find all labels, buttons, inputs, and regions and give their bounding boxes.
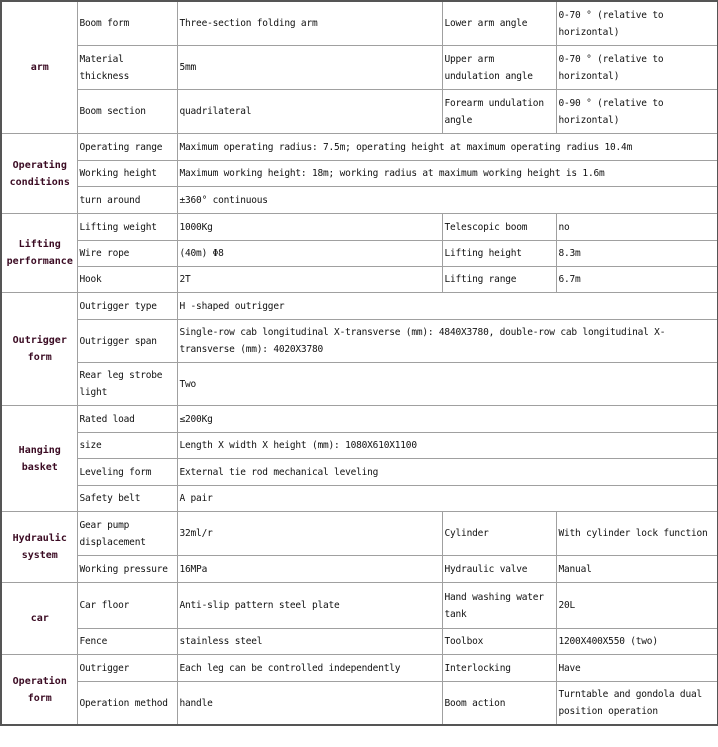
table-row <box>1 320 718 363</box>
table-row <box>1 629 718 655</box>
param-value: handle <box>177 682 442 726</box>
table-row <box>1 406 718 433</box>
table-row <box>1 46 718 90</box>
param-label: Hydraulic valve <box>442 556 556 583</box>
table-row <box>1 363 718 406</box>
param-label: Toolbox <box>442 629 556 655</box>
param-label: Boom section <box>77 90 177 134</box>
param-value: no <box>556 214 718 241</box>
param-value: H -shaped outrigger <box>177 293 718 320</box>
param-label: Car floor <box>77 583 177 629</box>
table-row <box>1 655 718 682</box>
param-label: Material thickness <box>77 46 177 90</box>
category-car: car <box>1 583 77 655</box>
table-row <box>1 214 718 241</box>
param-value: External tie rod mechanical leveling <box>177 459 718 486</box>
param-value: 1200X400X550 (two) <box>556 629 718 655</box>
param-value: stainless steel <box>177 629 442 655</box>
param-value: quadrilateral <box>177 90 442 134</box>
category-operating-conditions: Operating conditions <box>1 134 77 214</box>
param-value: Maximum operating radius: 7.5m; operating height at maximum operating radius 10.4m <box>177 134 718 161</box>
param-value: Maximum working height: 18m; working radius at maximum working height is 1.6m <box>177 161 718 187</box>
param-value: 6.7m <box>556 267 718 293</box>
param-label: Outrigger span <box>77 320 177 363</box>
param-label: Operation method <box>77 682 177 726</box>
category-hydraulic-system: Hydraulic system <box>1 512 77 583</box>
param-label: turn around <box>77 187 177 214</box>
param-label: Interlocking <box>442 655 556 682</box>
param-label: Lifting weight <box>77 214 177 241</box>
table-row <box>1 1 718 46</box>
param-value: A pair <box>177 486 718 512</box>
param-value: Length X width X height (mm): 1080X610X1100 <box>177 433 718 459</box>
category-arm: arm <box>1 1 77 134</box>
param-value: Manual <box>556 556 718 583</box>
table-row <box>1 486 718 512</box>
param-value: 8.3m <box>556 241 718 267</box>
param-value: Two <box>177 363 718 406</box>
param-value: Have <box>556 655 718 682</box>
param-label: Telescopic boom <box>442 214 556 241</box>
param-value: Three-section folding arm <box>177 1 442 46</box>
param-value: ±360° continuous <box>177 187 718 214</box>
param-value: 5mm <box>177 46 442 90</box>
param-value: Each leg can be controlled independently <box>177 655 442 682</box>
param-label: Outrigger type <box>77 293 177 320</box>
param-label: Boom form <box>77 1 177 46</box>
param-label: Rated load <box>77 406 177 433</box>
param-label: Lower arm angle <box>442 1 556 46</box>
table-row <box>1 433 718 459</box>
category-operation-form: Operation form <box>1 655 77 726</box>
category-hanging-basket: Hanging basket <box>1 406 77 512</box>
param-value: Single-row cab longitudinal X-transverse (mm): 4840X3780, double-row cab longitudinal X-transverse (mm): 4020X3780 <box>177 320 718 363</box>
param-value: ≤200Kg <box>177 406 718 433</box>
table-row <box>1 267 718 293</box>
category-lifting-performance: Lifting performance <box>1 214 77 293</box>
table-row <box>1 512 718 556</box>
param-label: Hook <box>77 267 177 293</box>
table-row <box>1 583 718 629</box>
param-label: Gear pump displacement <box>77 512 177 556</box>
param-value: (40m) Φ8 <box>177 241 442 267</box>
param-value: 2T <box>177 267 442 293</box>
param-label: Leveling form <box>77 459 177 486</box>
table-row <box>1 241 718 267</box>
table-row <box>1 161 718 187</box>
param-value: With cylinder lock function <box>556 512 718 556</box>
table-row <box>1 682 718 726</box>
param-label: Wire rope <box>77 241 177 267</box>
param-label: Rear leg strobe light <box>77 363 177 406</box>
category-outrigger-form: Outrigger form <box>1 293 77 406</box>
param-label: Hand washing water tank <box>442 583 556 629</box>
param-label: Lifting height <box>442 241 556 267</box>
table-row <box>1 90 718 134</box>
param-label: Operating range <box>77 134 177 161</box>
param-label: Lifting range <box>442 267 556 293</box>
param-label: size <box>77 433 177 459</box>
param-value: 0-70 ° (relative to horizontal) <box>556 1 718 46</box>
table-row <box>1 187 718 214</box>
param-value: Anti-slip pattern steel plate <box>177 583 442 629</box>
table-row <box>1 134 718 161</box>
param-label: Working height <box>77 161 177 187</box>
param-value: 1000Kg <box>177 214 442 241</box>
param-value: 0-70 ° (relative to horizontal) <box>556 46 718 90</box>
param-label: Outrigger <box>77 655 177 682</box>
table-row <box>1 556 718 583</box>
param-label: Fence <box>77 629 177 655</box>
param-label: Forearm undulation angle <box>442 90 556 134</box>
param-label: Boom action <box>442 682 556 726</box>
param-value: Turntable and gondola dual position operation <box>556 682 718 726</box>
param-value: 32ml/r <box>177 512 442 556</box>
param-value: 0-90 ° (relative to horizontal) <box>556 90 718 134</box>
param-label: Safety belt <box>77 486 177 512</box>
param-value: 20L <box>556 583 718 629</box>
param-label: Upper arm undulation angle <box>442 46 556 90</box>
table-row <box>1 293 718 320</box>
param-label: Cylinder <box>442 512 556 556</box>
param-label: Working pressure <box>77 556 177 583</box>
table-row <box>1 459 718 486</box>
param-value: 16MPa <box>177 556 442 583</box>
